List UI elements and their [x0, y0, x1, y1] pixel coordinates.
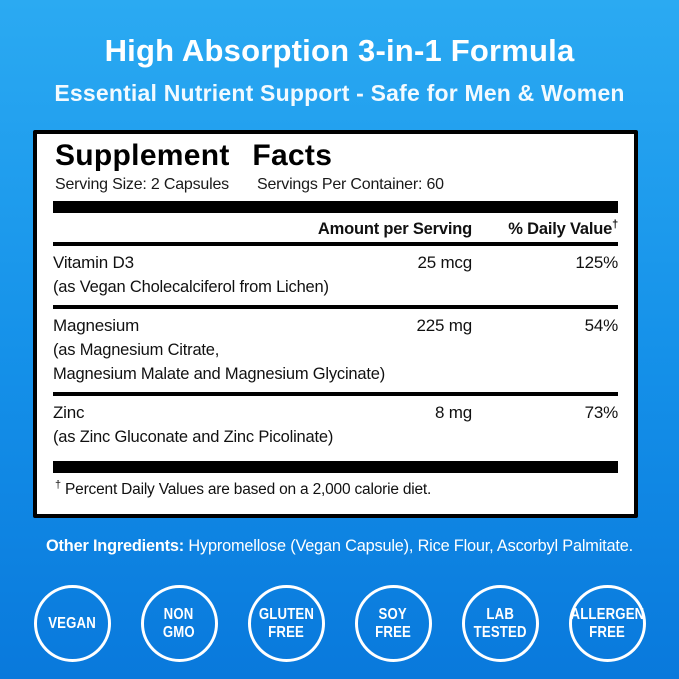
other-ingredients-line — [14, 533, 666, 559]
nutrient-daily-value: 73% — [584, 403, 618, 422]
badge-label: GMO — [163, 623, 195, 641]
dagger-symbol: † — [55, 478, 61, 491]
table-row — [53, 246, 618, 305]
page-subtitle: Essential Nutrient Support - Safe for Men & Women — [54, 80, 625, 106]
serving-size: Serving Size: 2 Capsules — [55, 176, 229, 193]
dagger-symbol: † — [612, 218, 618, 231]
nutrient-amount: 8 mg — [435, 403, 472, 422]
badge-soy-free — [355, 585, 432, 662]
nutrient-source-detail: Magnesium Malate and Magnesium Glycinate) — [53, 365, 386, 383]
nutrient-main-line — [53, 251, 618, 275]
supplement-facts-panel — [33, 130, 638, 518]
table-row — [53, 396, 618, 455]
nutrient-daily-value: 54% — [584, 316, 618, 335]
badge-gluten-free — [248, 585, 325, 662]
badge-label: FREE — [268, 623, 304, 641]
feature-badges-row — [0, 585, 679, 662]
badge-non-gmo — [141, 585, 218, 662]
nutrient-name: Zinc — [53, 403, 85, 422]
badge-label: LAB — [486, 605, 514, 623]
amount-column-header: Amount per Serving — [317, 220, 472, 238]
nutrient-amount: 25 mcg — [417, 253, 472, 272]
nutrient-name: Vitamin D3 — [53, 253, 134, 272]
badge-label: SOY — [378, 605, 408, 623]
badge-vegan — [34, 585, 111, 662]
page-title: High Absorption 3-in-1 Formula — [104, 33, 575, 68]
badge-lab-tested — [462, 585, 539, 662]
badge-label: FREE — [589, 623, 625, 641]
badge-label: ALLERGEN — [570, 605, 644, 623]
serving-info-row — [55, 175, 618, 195]
footnote-text: Percent Daily Values are based on a 2,000 calorie diet. — [65, 481, 432, 498]
table-row — [53, 309, 618, 392]
badge-label: FREE — [375, 623, 411, 641]
nutrient-main-line — [53, 314, 618, 338]
badge-label: NON — [164, 605, 194, 623]
nutrient-source-detail: (as Zinc Gluconate and Zinc Picolinate) — [53, 428, 334, 446]
nutrient-source-detail: (as Vegan Cholecalciferol from Lichen) — [53, 278, 329, 296]
other-ingredients-text: Hypromellose (Vegan Capsule), Rice Flour, Ascorbyl Palmitate. — [184, 536, 633, 555]
facts-title: Supplement Facts — [55, 139, 333, 172]
nutrient-daily-value: 125% — [575, 253, 618, 272]
table-header-row — [53, 213, 618, 242]
nutrient-main-line — [53, 401, 618, 425]
thick-separator-bar-top — [53, 201, 618, 213]
badge-label: GLUTEN — [258, 605, 314, 623]
daily-value-footnote — [53, 473, 618, 506]
nutrient-name: Magnesium — [53, 316, 140, 335]
other-ingredients-label: Other Ingredients: — [46, 536, 185, 555]
nutrient-source-detail: (as Magnesium Citrate, — [53, 341, 220, 359]
badge-label: TESTED — [473, 623, 527, 641]
badge-allergen-free — [569, 585, 646, 662]
servings-per-container: Servings Per Container: 60 — [256, 176, 444, 193]
badge-label: VEGAN — [48, 614, 96, 632]
daily-value-column-header: % Daily Value† — [508, 218, 618, 238]
nutrient-amount: 225 mg — [416, 316, 472, 335]
thick-separator-bar-bottom — [53, 461, 618, 473]
